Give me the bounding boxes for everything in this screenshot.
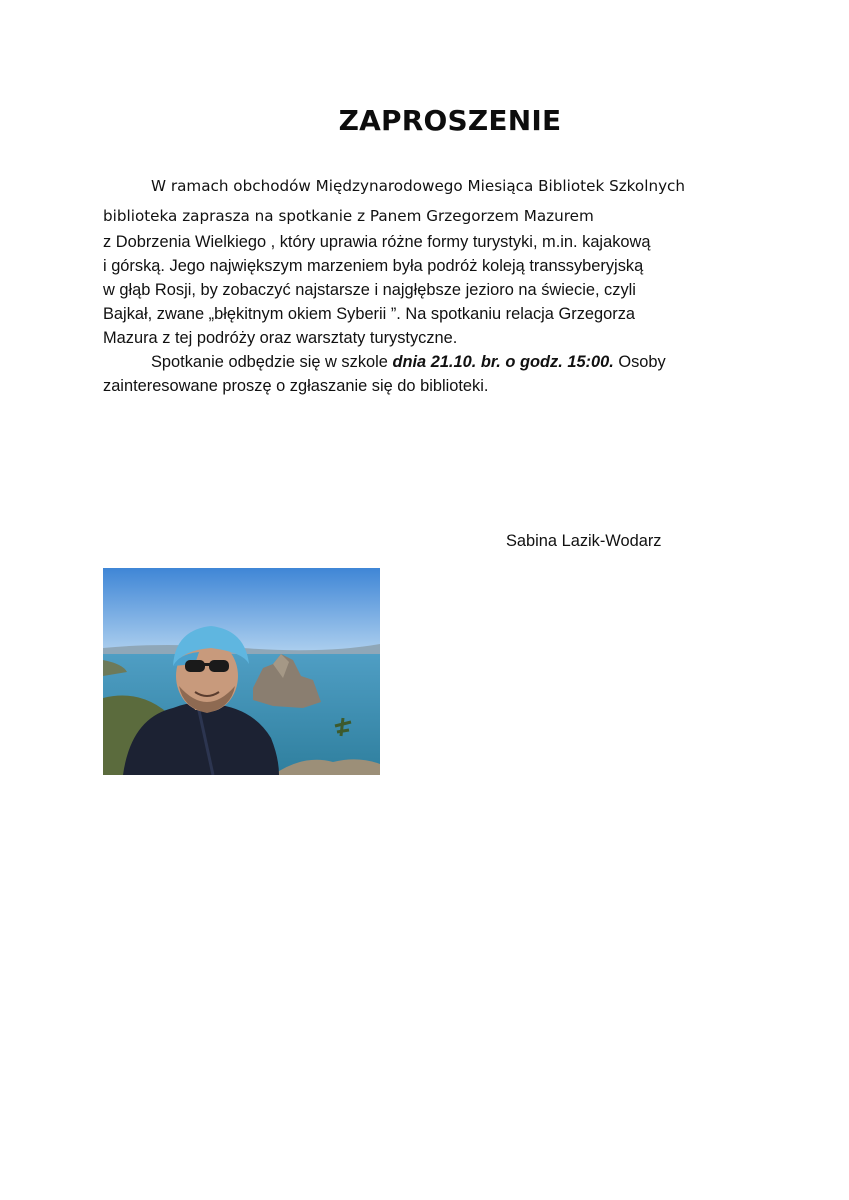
text-line: z Dobrzenia Wielkiego , który uprawia różne formy turystyki, m.in. kajakową <box>103 233 651 251</box>
photo-man-at-lake-baikal <box>103 568 380 775</box>
text-line: i górską. Jego największym marzeniem była podróż koleją transsyberyjską <box>103 257 644 275</box>
meeting-suffix: Osoby <box>613 353 666 371</box>
page-title: ZAPROSZENIE <box>338 104 562 137</box>
meeting-date-time: dnia 21.10. br. o godz. 15:00. <box>392 353 614 371</box>
sunglasses <box>185 660 205 672</box>
text-line: zainteresowane proszę o zgłaszanie się do biblioteki. <box>103 377 489 395</box>
text-line: biblioteka zaprasza na spotkanie z Panem Grzegorzem Mazurem <box>103 207 594 225</box>
signature: Sabina Lazik-Wodarz <box>506 532 662 550</box>
text-line: w głąb Rosji, by zobaczyć najstarsze i najgłębsze jezioro na świecie, czyli <box>103 281 636 299</box>
text-line: Mazura z tej podróży oraz warsztaty turystyczne. <box>103 329 458 347</box>
meeting-prefix: Spotkanie odbędzie się w szkole <box>151 353 393 371</box>
text-line <box>151 352 666 372</box>
text-line: Bajkał, zwane „błękitnym okiem Syberii ”. Na spotkaniu relacja Grzegorza <box>103 305 635 323</box>
text-line: W ramach obchodów Międzynarodowego Miesiąca Bibliotek Szkolnych <box>151 177 686 195</box>
